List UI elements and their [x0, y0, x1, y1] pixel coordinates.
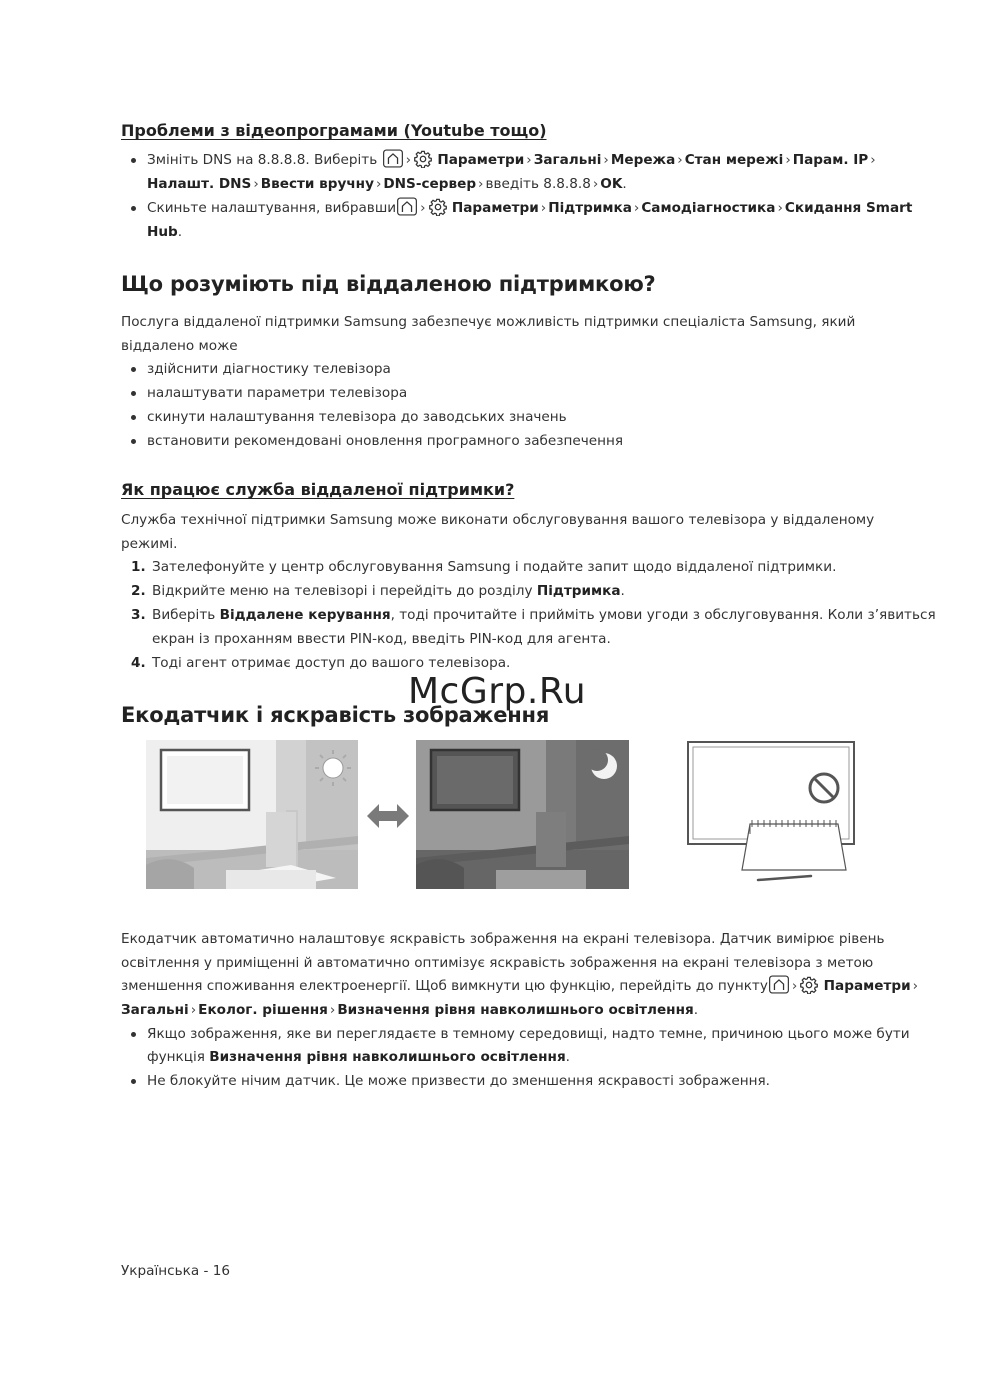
gear-icon — [429, 198, 447, 216]
bullet-marker — [131, 391, 136, 396]
paragraph-line: режимі. — [121, 536, 178, 552]
menu-path-remote-control: Віддалене керування — [219, 607, 391, 623]
menu-path-ok: OK — [600, 176, 623, 192]
list-item: встановити рекомендовані оновлення програмного забезпечення — [147, 433, 624, 449]
gear-icon — [800, 976, 818, 994]
page-footer: Українська - 16 — [121, 1263, 230, 1279]
paragraph-line: Загальні › Еколог. рішення › Визначення рівня навколишнього освітлення. — [121, 1002, 699, 1018]
gear-icon — [414, 150, 432, 168]
section-heading-how-it-works: Як працює служба віддаленої підтримки? — [121, 480, 515, 499]
menu-path-network: Мережа — [610, 152, 676, 168]
menu-path-enter-manually: Ввести вручну — [260, 176, 374, 192]
bullet-reset-line2: Hub. — [147, 224, 183, 240]
menu-path-dns-server: DNS-сервер — [383, 176, 477, 192]
list-item: здійснити діагностику телевізора — [147, 361, 391, 377]
list-item: Якщо зображення, яке ви переглядаєте в темному середовищі, надто темне, причиною цього може бути — [147, 1026, 910, 1042]
bullet-marker — [131, 415, 136, 420]
blocked-sensor-illustration — [686, 740, 856, 886]
section-heading-video-apps: Проблеми з відеопрограмами (Youtube тощо) — [121, 121, 547, 140]
bullet-marker — [131, 1079, 136, 1084]
dark-room-illustration — [416, 740, 629, 889]
step-text-continuation: екран із проханням ввести PIN-код, введіть PIN-код для агента. — [152, 631, 611, 647]
bullet-marker — [131, 158, 136, 163]
list-item: скинути налаштування телевізора до заводських значень — [147, 409, 567, 425]
list-item: налаштувати параметри телевізора — [147, 385, 408, 401]
paragraph-line: освітлення у приміщенні й автоматично оптимізує яскравість зображення на екрані телевізора з метою — [121, 955, 874, 971]
step-text: Відкрийте меню на телевізорі і перейдіть до розділу Підтримка. — [152, 583, 625, 599]
list-item-continuation: функція Визначення рівня навколишнього освітлення. — [147, 1049, 570, 1065]
step-number: 1. — [131, 559, 146, 575]
menu-path-ip-settings: Парам. IP — [792, 152, 869, 168]
section-heading-remote-support: Що розуміють під віддаленою підтримкою? — [121, 272, 656, 296]
section-heading-eco-sensor: Екодатчик і яскравість зображення — [121, 703, 550, 727]
step-number: 2. — [131, 583, 146, 599]
menu-path-settings: Параметри — [437, 152, 525, 168]
menu-path-ambient-light-detection: Визначення рівня навколишнього освітлення — [337, 1002, 694, 1018]
menu-path-network-status: Стан мережі — [684, 152, 784, 168]
step-text: Тоді агент отримає доступ до вашого телевізора. — [152, 655, 511, 671]
double-arrow-icon — [367, 803, 409, 829]
paragraph-line: віддалено може — [121, 338, 238, 354]
watermark-text: McGrp.Ru — [408, 671, 587, 712]
menu-path-support: Підтримка — [536, 583, 621, 599]
paragraph-line: Екодатчик автоматично налаштовує яскравість зображення на екрані телевізора. Датчик вимірює рівень — [121, 931, 885, 947]
menu-path-reset-smart: Скидання Smart — [784, 200, 913, 216]
bullet-marker — [131, 439, 136, 444]
menu-path-dns-settings: Налашт. DNS — [147, 176, 252, 192]
menu-path-support: Підтримка — [548, 200, 632, 216]
menu-path-ambient-light-detection: Визначення рівня навколишнього освітлення — [209, 1049, 566, 1065]
menu-path-general: Загальні — [533, 152, 602, 168]
list-item: Не блокуйте нічим датчик. Це може призвести до зменшення яскравості зображення. — [147, 1073, 770, 1089]
paragraph-line: зменшення споживання електроенергії. Щоб вимкнути цю функцію, перейдіть до пункту › Параметри › — [121, 974, 920, 998]
bullet-reset-line1: Скиньте налаштування, вибравши › Параметри › Підтримка › Самодіагностика › Скидання Smart — [147, 196, 912, 220]
bullet-dns-line2: Налашт. DNS › Ввести вручну › DNS-сервер › введіть 8.8.8.8 › OK. — [147, 176, 627, 192]
bullet-marker — [131, 367, 136, 372]
home-icon — [383, 149, 403, 168]
home-icon — [769, 975, 789, 994]
menu-path-hub: Hub — [147, 224, 178, 240]
menu-path-self-diagnosis: Самодіагностика — [641, 200, 776, 216]
bullet-dns-line1: Змініть DNS на 8.8.8.8. Виберіть › Параметри › Загальні › Мережа › Стан мережі › Парам. IP › — [147, 148, 878, 172]
menu-path-eco-solution: Еколог. рішення — [198, 1002, 328, 1018]
bullet-marker — [131, 1032, 136, 1037]
step-number: 3. — [131, 607, 146, 623]
bright-room-illustration — [146, 740, 358, 889]
menu-path-general: Загальні — [121, 1002, 189, 1018]
step-text: Зателефонуйте у центр обслуговування Samsung і подайте запит щодо віддаленої підтримки. — [152, 559, 837, 575]
step-text: Виберіть Віддалене керування, тоді прочитайте і прийміть умови угоди з обслуговування. Коли з’явиться — [152, 607, 936, 623]
step-number: 4. — [131, 655, 146, 671]
home-icon — [397, 197, 417, 216]
menu-path-settings: Параметри — [451, 200, 539, 216]
paragraph-line: Служба технічної підтримки Samsung може виконати обслуговування вашого телевізора у віддаленому — [121, 512, 875, 528]
paragraph-line: Послуга віддаленої підтримки Samsung забезпечує можливість підтримки спеціаліста Samsung, який — [121, 314, 856, 330]
menu-path-settings: Параметри — [823, 978, 911, 994]
bullet-marker — [131, 206, 136, 211]
